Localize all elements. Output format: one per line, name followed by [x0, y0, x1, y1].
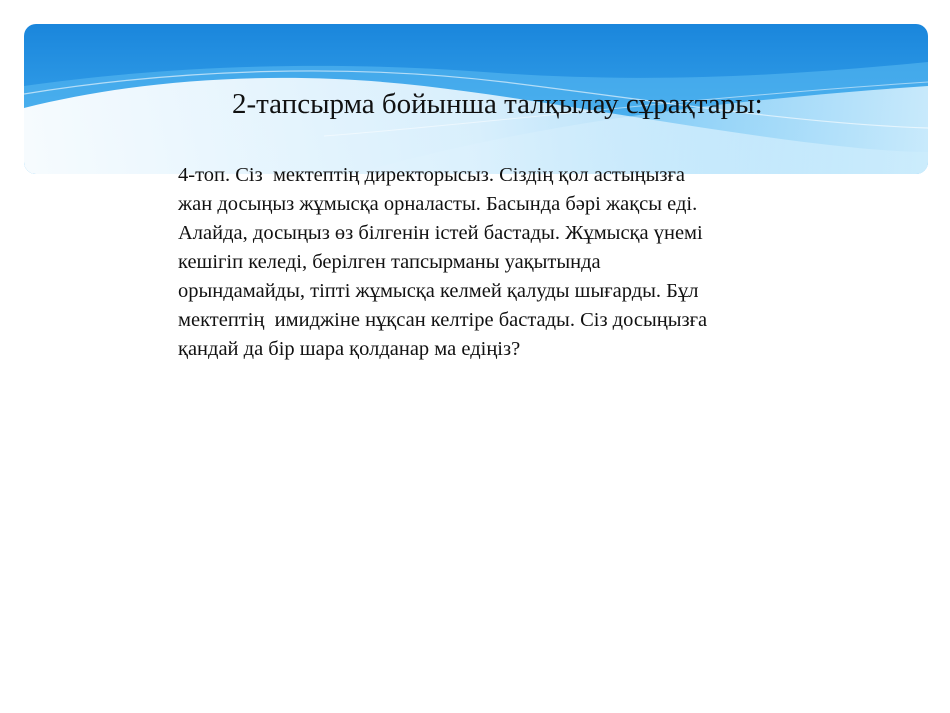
task-text-line: орындамайды, тіпті жұмысқа келмей қалуды шығарды. Бұл	[178, 280, 699, 302]
task-text-line: 4-топ. Сіз мектептің директорысыз. Сіздің қол астыңызға	[178, 164, 686, 186]
task-text-line: кешігіп келеді, берілген тапсырманы уақытында	[178, 251, 601, 273]
task-text-line: Алайда, досыңыз өз білгенін істей бастады. Жұмысқа үнемі	[178, 222, 703, 244]
slide-title: 2-тапсырма бойынша талқылау сұрақтары:	[232, 88, 763, 120]
task-text-line: мектептің имиджіне нұқсан келтіре бастады. Сіз досыңызға	[178, 309, 708, 331]
task-text-line: қандай да бір шара қолданар ма едіңіз?	[178, 338, 521, 360]
task-text-line: жан досыңыз жұмысқа орналасты. Басында бәрі жақсы еді.	[178, 193, 698, 215]
task-text	[178, 161, 818, 364]
